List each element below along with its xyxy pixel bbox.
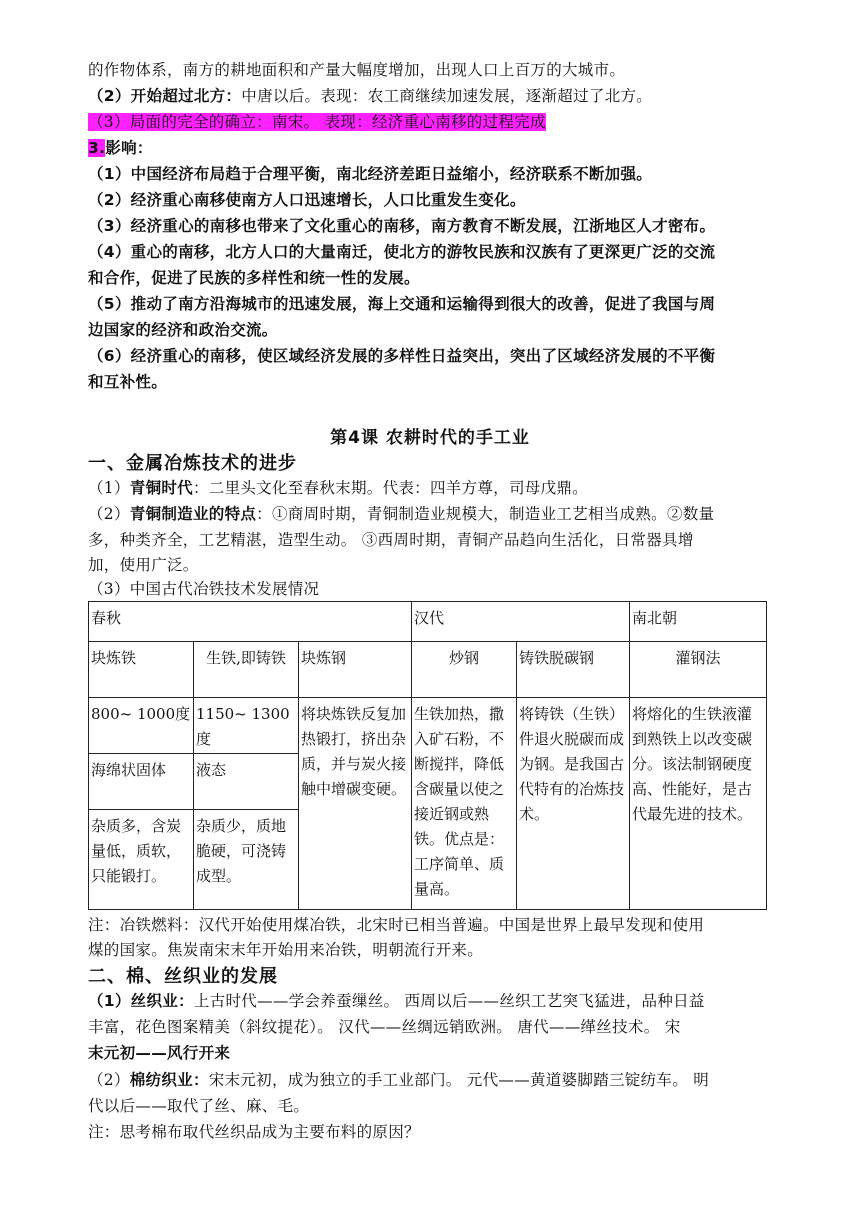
header-cell: 生铁,即铸铁 [194, 642, 299, 698]
impact-item-6-cont: 和互补性。 [88, 373, 168, 391]
impact-item-1: （1）中国经济布局趋于合理平衡，南北经济差距日益缩小，经济联系不断加强。 [88, 165, 653, 183]
data-cell: 杂质少，质地脆硬，可浇铸成型。 [194, 810, 299, 910]
bold-phrase: 棉纺织业： [129, 1071, 209, 1089]
data-cell: 将块炼铁反复加热锻打，挤出杂质，并与炭火接触中增碳变硬。 [299, 698, 412, 910]
text-line: 代以后——取代了丝、麻、毛。 [88, 1097, 310, 1115]
data-cell: 1150~ 1300度 [194, 698, 299, 754]
lesson-title: 第4课 农耕时代的手工业 [330, 428, 530, 448]
impact-item-4-cont: 和合作，促进了民族的多样性和统一性的发展。 [88, 269, 420, 287]
highlighted-line [88, 110, 768, 135]
header-cell: 块炼钢 [299, 642, 412, 698]
impact-item-3: （3）经济重心的南移也带来了文化重心的南移，南方教育不断发展，江浙地区人才密布。 [88, 217, 716, 235]
text-line: （1）青铜时代：二里头文化至春秋末期。代表：四羊方尊，司母戊鼎。 [88, 479, 588, 497]
data-cell: 杂质多，含炭量低，质软，只能锻打。 [89, 810, 194, 910]
era-cell: 春秋 [89, 602, 412, 642]
text-run: 中唐以后。表现：农工商继续加速发展，逐渐超过了北方。 [241, 87, 653, 105]
highlighted-number: 3. [88, 139, 106, 157]
impact-item-4: （4）重心的南移，北方人口的大量南迁，使北方的游牧民族和汉族有了更深更广泛的交流 [88, 243, 716, 261]
text-line: （2）棉纺织业：宋末元初，成为独立的手工业部门。 元代——黄道婆脚踏三锭纺车。 明 [88, 1071, 710, 1089]
note-line: 注：思考棉布取代丝织品成为主要布料的原因？ [88, 1123, 420, 1141]
header-cell: 炒钢 [412, 642, 517, 698]
header-cell: 铸铁脱碳钢 [517, 642, 630, 698]
bold-line: 末元初——风行开来 [88, 1044, 231, 1062]
table-caption: （3）中国古代冶铁技术发展情况 [88, 580, 320, 598]
data-cell: 800~ 1000度 [89, 698, 194, 754]
header-cell: 灌钢法 [630, 642, 767, 698]
data-cell: 海绵状固体 [89, 754, 194, 810]
bold-phrase: 青铜时代 [129, 479, 193, 497]
data-cell: 将熔化的生铁液灌到熟铁上以改变碳分。该法制钢硬度高、性能好，是古代最先进的技术。 [630, 698, 767, 910]
bold-phrase: （2）开始超过北方： [88, 87, 242, 105]
text-line [88, 84, 768, 109]
data-cell: 液态 [194, 754, 299, 810]
section-heading: 一、金属冶炼技术的进步 [88, 453, 297, 474]
text-line: 多，种类齐全，工艺精湛，造型生动。 ③西周时期，青铜产品趋向生活化，日常器具增 [88, 531, 694, 549]
text-line: 丰富，花色图案精美（斜纹提花）。 汉代——丝绸远销欧洲。 唐代——缂丝技术。 宋 [88, 1018, 681, 1036]
era-cell: 汉代 [412, 602, 630, 642]
data-cell: 生铁加热，撒入矿石粉，不断搅拌，降低含碳量以使之接近钢或熟铁。优点是：工序简单、质量高。 [412, 698, 517, 910]
impact-item-5: （5）推动了南方沿海城市的迅速发展，海上交通和运输得到很大的改善，促进了我国与周 [88, 295, 716, 313]
text-line: （1）丝织业：上古时代——学会养蚕缫丝。 西周以后——丝织工艺突飞猛进，品种日益 [88, 992, 705, 1010]
note-line: 煤的国家。焦炭南宋末年开始用来冶铁，明朝流行开来。 [88, 941, 484, 959]
impact-item-5-cont: 边国家的经济和政治交流。 [88, 321, 278, 339]
text-line: 加，使用广泛。 [88, 556, 199, 574]
data-cell: 将铸铁（生铁）件退火脱碳而成为钢。是我国古代特有的冶炼技术。 [517, 698, 630, 910]
subheading-impact [88, 136, 768, 161]
highlighted-text: （3）局面的完全的确立：南宋。 表现：经济重心南移的过程完成 [88, 113, 546, 131]
section-heading: 二、棉、丝织业的发展 [88, 966, 278, 987]
text-line: 的作物体系，南方的耕地面积和产量大幅度增加，出现人口上百万的大城市。 [88, 61, 626, 79]
text-run: 影响： [105, 139, 153, 157]
era-cell: 南北朝 [630, 602, 767, 642]
text-line: （2）青铜制造业的特点：①商周时期，青铜制造业规模大，制造业工艺相当成熟。②数量 [88, 505, 715, 523]
header-cell: 块炼铁 [89, 642, 194, 698]
note-line: 注：冶铁燃料：汉代开始使用煤冶铁，北宋时已相当普遍。中国是世界上最早发现和使用 [88, 916, 705, 934]
impact-item-2: （2）经济重心南移使南方人口迅速增长，人口比重发生变化。 [88, 191, 526, 209]
bold-phrase: （1）丝织业： [88, 992, 194, 1010]
bold-phrase: 青铜制造业的特点 [129, 505, 257, 523]
iron-technology-table [88, 601, 767, 910]
impact-item-6: （6）经济重心的南移，使区域经济发展的多样性日益突出，突出了区域经济发展的不平衡 [88, 347, 716, 365]
